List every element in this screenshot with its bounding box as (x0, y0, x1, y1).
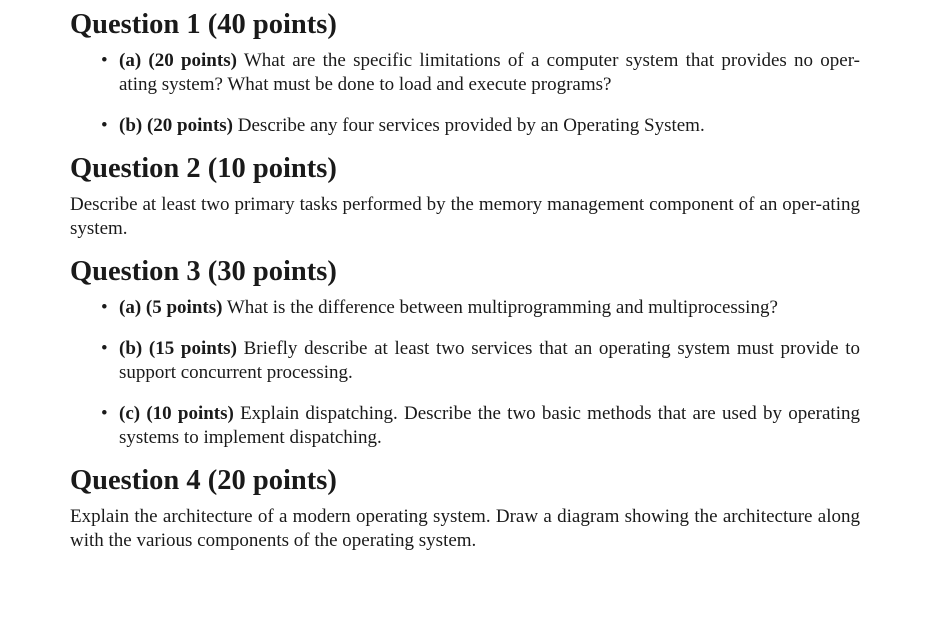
question-4-heading: Question 4 (20 points) (70, 465, 337, 496)
part-text: Explain dispatching. Describe the two basic methods that are used by operating systems to implement dispatching. (119, 403, 860, 448)
exam-page (70, 9, 860, 553)
question-3-part-b (70, 337, 860, 385)
part-label: (a) (20 points) (119, 50, 237, 71)
question-1-heading: Question 1 (40 points) (70, 9, 337, 40)
question-1-part-a (70, 49, 860, 97)
part-text: Briefly describe at least two services that an operating system must provide to support concurrent processing. (119, 338, 860, 383)
part-label: (b) (15 points) (119, 338, 237, 359)
question-1-parts (70, 49, 860, 138)
bullet-icon: • (101, 50, 108, 71)
question-3-part-c (70, 402, 860, 450)
bullet-icon: • (101, 115, 108, 136)
part-text: What is the difference between multiprogramming and multiprocessing? (226, 297, 778, 318)
bullet-icon: • (101, 338, 108, 359)
question-3-part-a (70, 296, 860, 320)
question-2-heading: Question 2 (10 points) (70, 153, 337, 184)
bullet-icon: • (101, 297, 108, 318)
part-text: What are the specific limitations of a computer system that provides no oper-ating system? What must be done to load and execute programs? (119, 50, 860, 95)
bullet-icon: • (101, 403, 108, 424)
question-3 (70, 256, 860, 450)
part-label: (c) (10 points) (119, 403, 234, 424)
question-3-parts (70, 296, 860, 450)
question-3-heading: Question 3 (30 points) (70, 256, 337, 287)
question-2-body: Describe at least two primary tasks performed by the memory management component of an oper-ating system. (70, 194, 860, 239)
question-4-body: Explain the architecture of a modern operating system. Draw a diagram showing the architecture along with the various components of the operating system. (70, 506, 860, 551)
question-4 (70, 465, 860, 553)
question-1 (70, 9, 860, 138)
question-2 (70, 153, 860, 241)
part-label: (b) (20 points) (119, 115, 234, 136)
part-text: Describe any four services provided by an Operating System. (237, 115, 705, 136)
part-label: (a) (5 points) (119, 297, 223, 318)
question-1-part-b (70, 114, 860, 138)
